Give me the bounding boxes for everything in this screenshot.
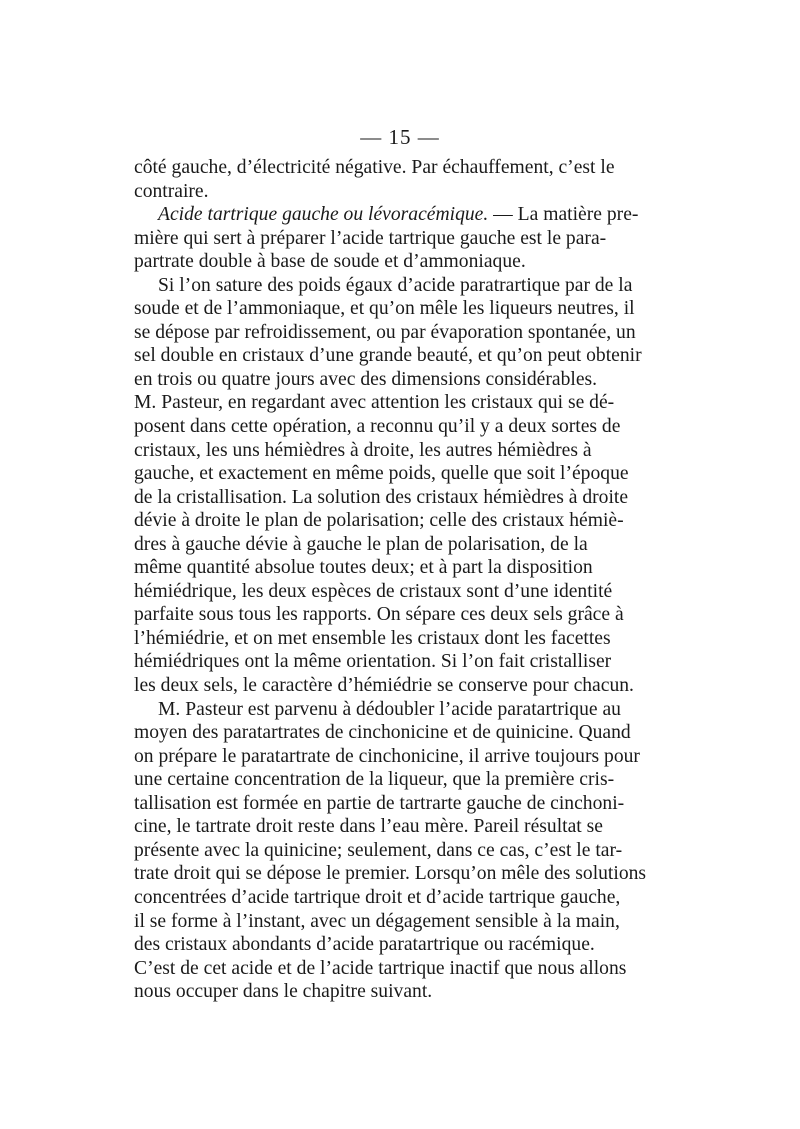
text-line: cristaux, les uns hémièdres à droite, les autres hémièdres à — [134, 439, 592, 461]
text-line: mière qui sert à préparer l’acide tartrique gauche est le para- — [134, 227, 607, 249]
text-line: M. Pasteur est parvenu à dédoubler l’acide paratartrique au — [158, 698, 621, 720]
text-line: sel double en cristaux d’une grande beauté, et qu’on peut obtenir — [134, 345, 642, 367]
text-line: se dépose par refroidissement, ou par évaporation spontanée, un — [134, 321, 636, 343]
text-line: gauche, et exactement en même poids, quelle que soit l’époque — [134, 463, 629, 485]
body-text — [134, 156, 647, 1004]
text-line: en trois ou quatre jours avec des dimensions considérables. — [134, 368, 598, 390]
text-line: M. Pasteur, en regardant avec attention les cristaux qui se dé- — [134, 392, 615, 414]
text-line: contraire. — [134, 180, 209, 202]
text-line: dres à gauche dévie à gauche le plan de polarisation, de la — [134, 533, 588, 555]
paragraph-3 — [134, 274, 642, 698]
text-line: Si l’on sature des poids égaux d’acide paratrartique par de la — [158, 274, 633, 296]
text-line: soude et de l’ammoniaque, et qu’on mêle les liqueurs neutres, il — [134, 298, 635, 320]
text-line: posent dans cette opération, a reconnu qu’il y a deux sortes de — [134, 416, 621, 438]
text-line: des cristaux abondants d’acide paratartrique ou racémique. — [134, 934, 595, 956]
text-line: une certaine concentration de la liqueur, que la première cris- — [134, 769, 615, 791]
text-line: même quantité absolue toutes deux; et à part la disposition — [134, 557, 593, 579]
text-line: côté gauche, d’électricité négative. Par échauffement, c’est le — [134, 157, 615, 178]
text-line: nous occuper dans le chapitre suivant. — [134, 981, 433, 1003]
paragraph-2 — [134, 203, 639, 274]
text-line: hémiédriques ont la même orientation. Si l’on fait cristalliser — [134, 651, 612, 673]
paragraph-1 — [134, 156, 615, 203]
text-line: moyen des paratartrates de cinchonicine et de quinicine. Quand — [134, 722, 631, 744]
text-line: partrate double à base de soude et d’ammoniaque. — [134, 251, 526, 273]
text-line: les deux sels, le caractère d’hémiédrie se conserve pour chacun. — [134, 675, 634, 697]
text-fragment: — La matière pre- — [488, 204, 639, 226]
text-line: de la cristallisation. La solution des cristaux hémièdres à droite — [134, 486, 629, 508]
text-line: l’hémiédrie, et on met ensemble les cristaux dont les facettes — [134, 627, 611, 649]
text-line — [134, 203, 639, 227]
text-line: il se forme à l’instant, avec un dégagement sensible à la main, — [134, 910, 620, 932]
text-line: dévie à droite le plan de polarisation; celle des cristaux hémiè- — [134, 510, 624, 532]
text-line: parfaite sous tous les rapports. On sépare ces deux sels grâce à — [134, 604, 624, 626]
section-heading: Acide tartrique gauche ou lévoracémique. — [158, 204, 489, 226]
text-line: trate droit qui se dépose le premier. Lorsqu’on mêle des solutions — [134, 863, 647, 885]
text-line: hémiédrique, les deux espèces de cristaux sont d’une identité — [134, 580, 613, 602]
paragraph-4 — [134, 698, 647, 1004]
text-line: concentrées d’acide tartrique droit et d’acide tartrique gauche, — [134, 886, 621, 908]
text-line: tallisation est formée en partie de tartrarte gauche de cinchoni- — [134, 792, 625, 814]
text-line: cine, le tartrate droit reste dans l’eau mère. Pareil résultat se — [134, 816, 603, 838]
text-line: C’est de cet acide et de l’acide tartrique inactif que nous allons — [134, 957, 627, 979]
text-line: présente avec la quinicine; seulement, dans ce cas, c’est le tar- — [134, 839, 623, 861]
page-number: — 15 — — [360, 125, 440, 149]
text-line: on prépare le paratartrate de cinchonicine, il arrive toujours pour — [134, 745, 640, 767]
